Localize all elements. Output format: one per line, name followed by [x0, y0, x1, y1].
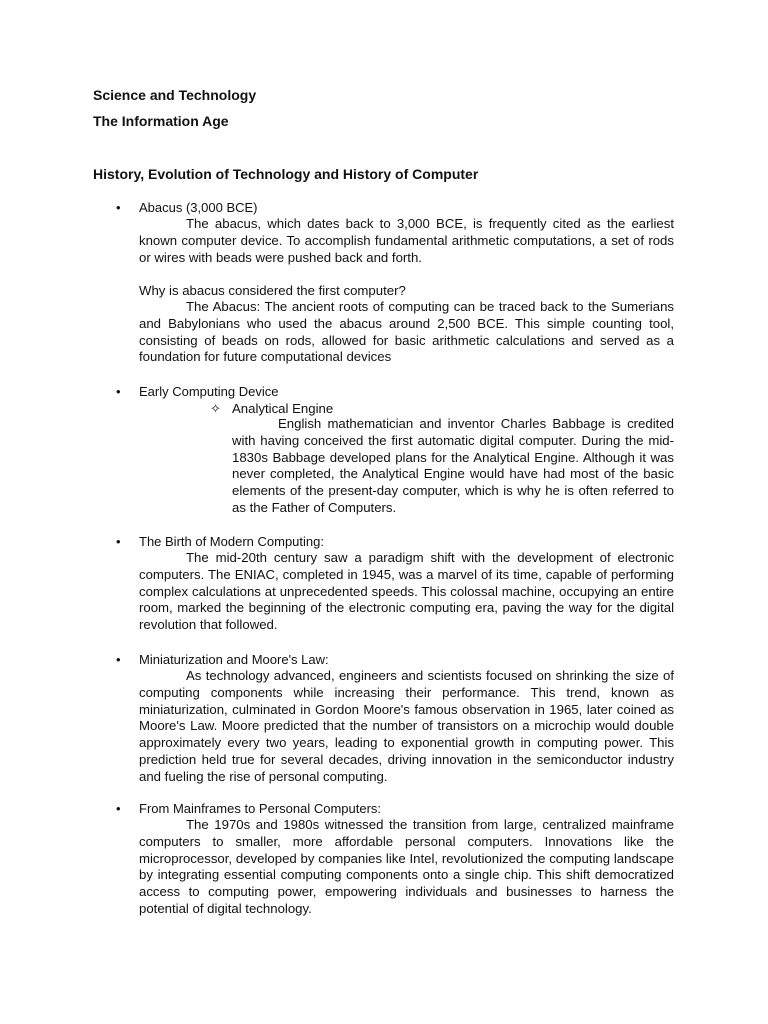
paragraph-abacus: The abacus, which dates back to 3,000 BCE, is frequently cited as the earliest known computer device. To accomplish fundamental arithmetic computations, a set of rods or wires with beads were pushed back and forth. [139, 216, 674, 265]
paragraph-analytical-engine: English mathematician and inventor Charles Babbage is credited with having conceived the first automatic digital computer. During the mid-1830s Babbage developed plans for the Analytical Engine. Although it was never completed, the Analytical Engine would have had most of the basic elements of the present-day computer, which is why he is often referred to as the Father of Computers. [232, 416, 674, 515]
bullet-title-birth: The Birth of Modern Computing: [139, 534, 324, 549]
paragraph-moore: As technology advanced, engineers and scientists focused on shrinking the size of computing components while increasing their performance. This trend, known as miniaturization, culminated in Gordon Moore's famous observation in 1965, later coined as Moore's Law. Moore predicted that the number of transistors on a microchip would double approximately every two years, leading to exponential growth in computing power. This prediction held true for several decades, driving innovation in the semiconductor industry and fueling the rise of personal computing. [139, 668, 674, 784]
question-abacus: Why is abacus considered the first computer? [139, 283, 406, 298]
bullet-title-abacus: Abacus (3,000 BCE) [139, 200, 258, 215]
subject-heading: Science and Technology [93, 87, 257, 103]
bullet-title-mainframes: From Mainframes to Personal Computers: [139, 801, 382, 816]
bullet-dot: • [116, 534, 121, 549]
paragraph-mainframes: The 1970s and 1980s witnessed the transition from large, centralized mainframe computers to smaller, more affordable personal computers. Innovations like the microprocessor, developed by companies like Intel, revolutionized the computing landscape by integrating essential computing components onto a single chip. This shift democratized access to computing power, empowering individuals and businesses to harness the potential of digital technology. [139, 817, 674, 916]
paragraph-birth: The mid-20th century saw a paradigm shift with the development of electronic computers. The ENIAC, completed in 1945, was a marvel of its time, capable of performing complex calculations at unprecedented speeds. This colossal machine, occupying an entire room, marked the beginning of the electronic computing era, paving the way for the digital revolution that followed. [139, 550, 674, 633]
diamond-bullet-icon: ✧ [210, 401, 222, 416]
bullet-title-moore: Miniaturization and Moore's Law: [139, 652, 329, 667]
section-heading: History, Evolution of Technology and History of Computer [93, 166, 479, 182]
page-title: The Information Age [93, 113, 229, 129]
bullet-dot: • [116, 801, 121, 816]
paragraph-abacus-answer: The Abacus: The ancient roots of computing can be traced back to the Sumerians and Babylonians who used the abacus around 2,500 BCE. This simple counting tool, consisting of beads on rods, allowed for basic arithmetic calculations and served as a foundation for future computational devices [139, 299, 674, 365]
bullet-title-early: Early Computing Device [139, 384, 279, 399]
sub-bullet-title: Analytical Engine [232, 401, 334, 416]
bullet-dot: • [116, 200, 121, 215]
bullet-dot: • [116, 384, 121, 399]
bullet-dot: • [116, 652, 121, 667]
sub-bullet-analytical-engine [210, 400, 333, 417]
